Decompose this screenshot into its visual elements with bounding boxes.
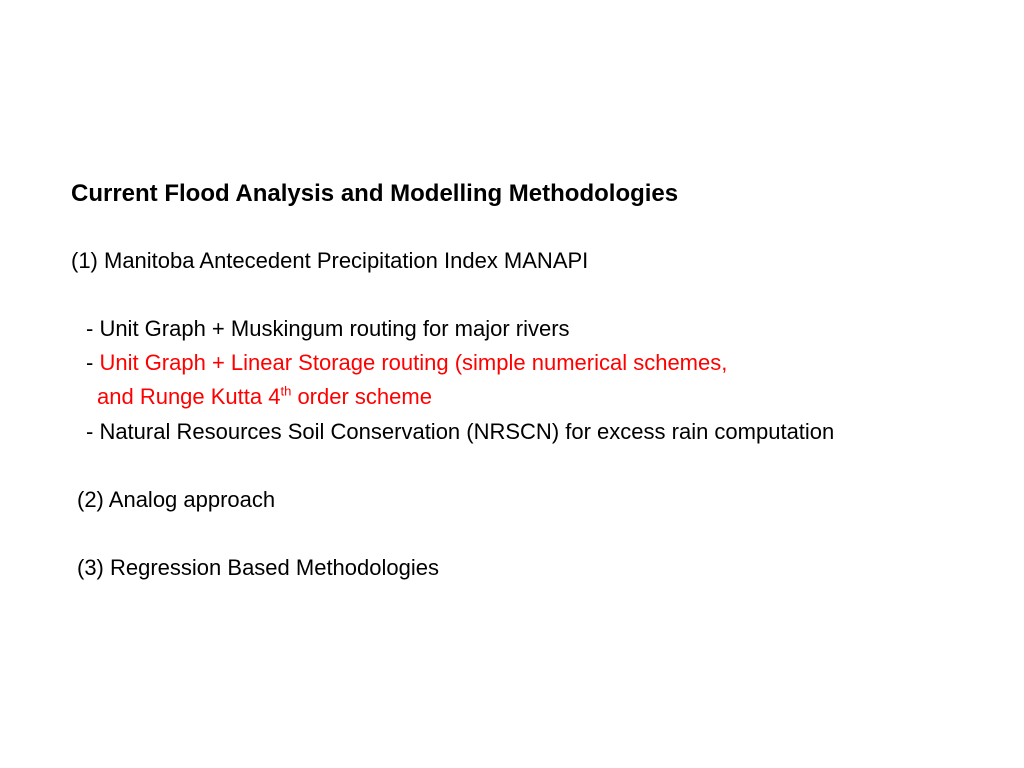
sub-item-dash: - — [86, 350, 100, 375]
runge-kutta-text: and Runge Kutta 4 — [97, 384, 281, 409]
slide-title: Current Flood Analysis and Modelling Methodologies — [71, 180, 679, 207]
item-1: (1) Manitoba Antecedent Precipitation Index MANAPI — [71, 248, 589, 273]
sub-item-linear-storage-text: Unit Graph + Linear Storage routing (simple numerical schemes, — [99, 350, 728, 375]
runge-kutta-superscript: th — [280, 383, 292, 399]
item-2: (2) Analog approach — [77, 487, 276, 512]
item-3: (3) Regression Based Methodologies — [77, 555, 439, 580]
sub-item-linear-storage — [86, 349, 727, 377]
sub-item-nrscn: - Natural Resources Soil Conservation (NRSCN) for excess rain computation — [86, 419, 835, 444]
sub-item-muskingum: - Unit Graph + Muskingum routing for major rivers — [86, 316, 570, 341]
sub-item-runge-kutta — [97, 383, 432, 411]
runge-kutta-rest: order scheme — [291, 384, 432, 409]
